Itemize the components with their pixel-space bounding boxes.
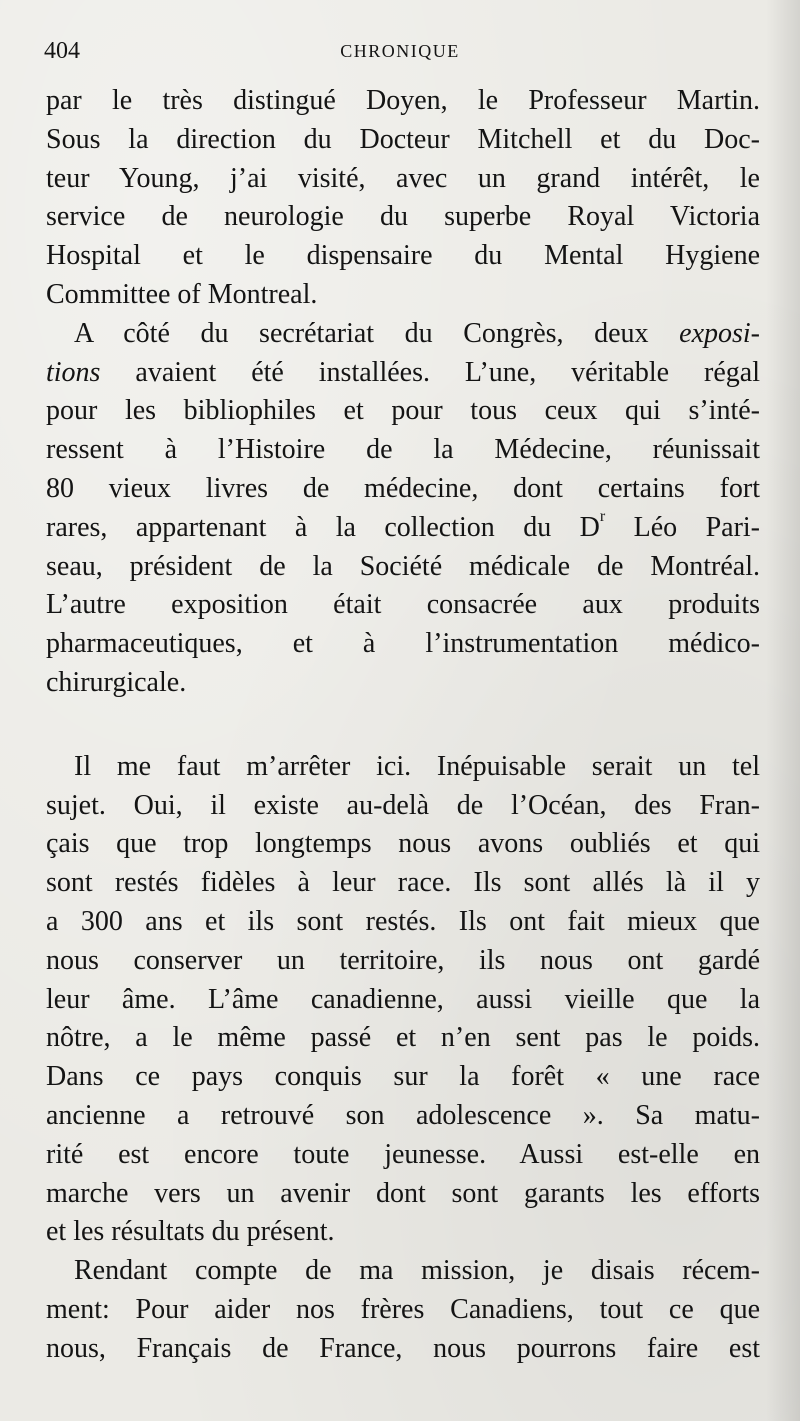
text-run: rares, appartenant à la collection du D: [46, 511, 600, 543]
text-line: nous, Français de France, nous pourrons faire est: [46, 1332, 760, 1364]
text-line: teur Young, j’ai visité, avec un grand intérêt, le: [46, 162, 760, 194]
text-line: nous conserver un territoire, ils nous ont gardé: [46, 944, 760, 976]
italic-text: exposi-: [679, 317, 760, 349]
text-line: sujet. Oui, il existe au-delà de l’Océan, des Fran-: [46, 789, 760, 821]
text-line: Sous la direction du Docteur Mitchell et du Doc-: [46, 123, 760, 155]
text-line: [46, 509, 760, 548]
running-title: CHRONIQUE: [340, 41, 460, 61]
text-line: Committee of Montreal.: [46, 278, 318, 310]
text-line: ressent à l’Histoire de la Médecine, réunissait: [46, 434, 760, 466]
text-line: 80 vieux livres de médecine, dont certains fort: [46, 472, 760, 504]
text-line: par le très distingué Doyen, le Professeur Martin.: [46, 85, 760, 116]
text-line: chirurgicale.: [46, 666, 187, 698]
text-run: Léo Pari-: [605, 511, 760, 543]
superscript: r: [599, 508, 606, 526]
page-edge-shadow: [766, 0, 800, 1421]
text-run: avaient été installées. L’une, véritable régal: [100, 356, 760, 388]
text-line: seau, président de la Société médicale de Montréal.: [46, 550, 760, 582]
text-line: Rendant compte de ma mission, je disais récem-: [74, 1255, 760, 1287]
text-line: Dans ce pays conquis sur la forêt « une race: [46, 1061, 760, 1093]
text-line: [46, 354, 760, 393]
text-line: çais que trop longtemps nous avons oubliés et qui: [46, 828, 760, 860]
paragraph-1: [46, 82, 760, 315]
text-run: A côté du secrétariat du Congrès, deux: [74, 317, 680, 349]
text-line: ment: Pour aider nos frères Canadiens, tout ce que: [46, 1293, 760, 1325]
text-line: nôtre, a le même passé et n’en sent pas le poids.: [46, 1022, 760, 1054]
text-line: sont restés fidèles à leur race. Ils sont allés là il y: [46, 867, 760, 899]
page-body: [46, 82, 760, 1369]
text-line: pour les bibliophiles et pour tous ceux qui s’inté-: [46, 395, 760, 427]
text-line: marche vers un avenir dont sont garants les efforts: [46, 1177, 760, 1209]
text-line: Hospital et le dispensaire du Mental Hygiene: [46, 240, 760, 272]
italic-text: tions: [46, 356, 101, 388]
text-line: et les résultats du présent.: [46, 1216, 335, 1248]
text-line: ancienne a retrouvé son adolescence ». Sa matu-: [46, 1099, 760, 1131]
text-line: service de neurologie du superbe Royal Victoria: [46, 201, 760, 233]
text-line: [46, 315, 760, 354]
text-line: leur âme. L’âme canadienne, aussi vieille que la: [46, 983, 760, 1015]
paragraph-4: [46, 1252, 760, 1368]
text-line: a 300 ans et ils sont restés. Ils ont fait mieux que: [46, 905, 760, 937]
page-header: [44, 36, 756, 66]
page-number: 404: [44, 38, 80, 64]
paragraph-2: [46, 315, 760, 703]
paragraph-3: [46, 748, 760, 1252]
text-line: Il me faut m’arrêter ici. Inépuisable serait un tel: [74, 750, 760, 782]
text-line: rité est encore toute jeunesse. Aussi est-elle en: [46, 1138, 760, 1170]
text-line: pharmaceutiques, et à l’instrumentation médico-: [46, 628, 760, 660]
section-break: [46, 703, 760, 748]
text-line: L’autre exposition était consacrée aux produits: [46, 589, 760, 621]
